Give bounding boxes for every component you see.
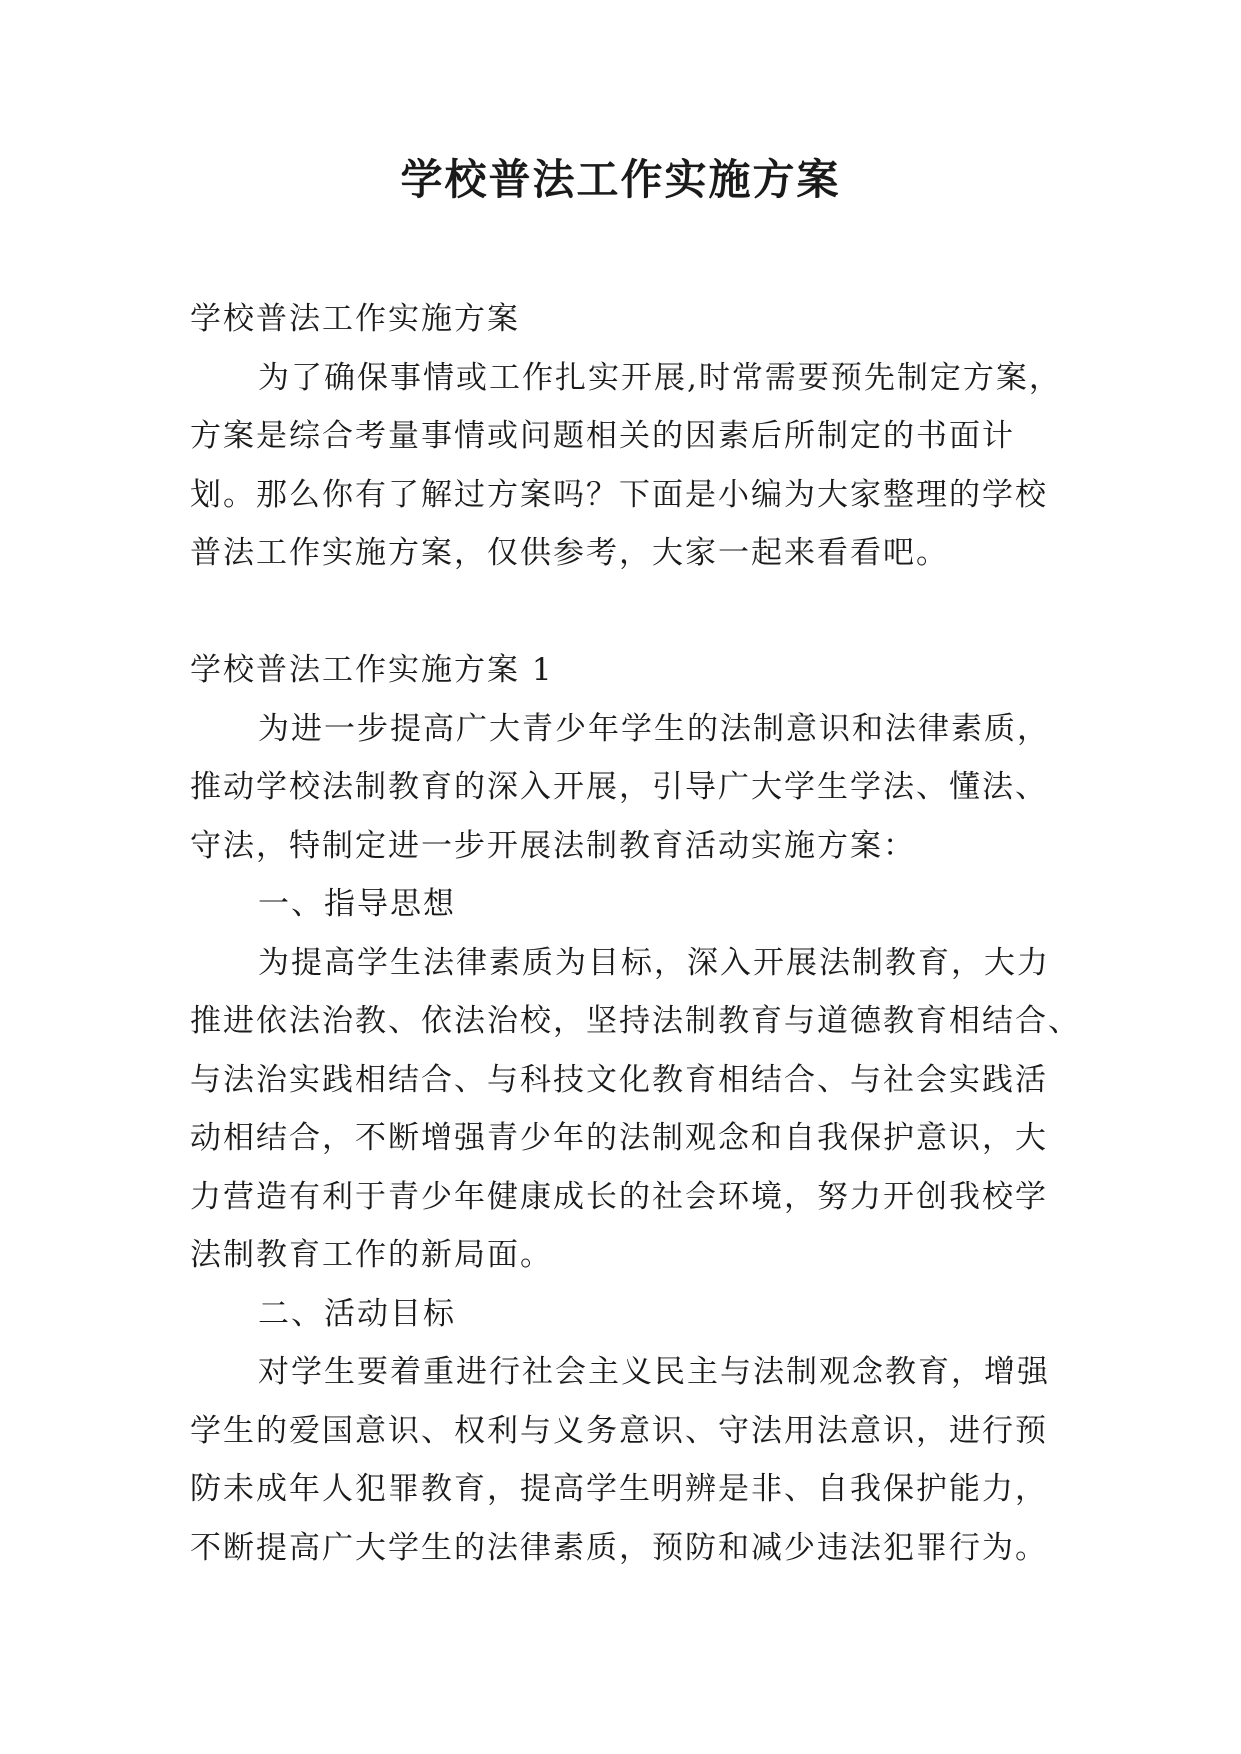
section1-line: 推动学校法制教育的深入开展，引导广大学生学法、懂法、 [190,769,1048,805]
section1-line: 守法，特制定进一步开展法制教育活动实施方案： [190,827,916,864]
goal-line: 学生的爱国意识、权利与义务意识、守法用法意识，进行预 [190,1412,1048,1449]
goal-line: 防未成年人犯罪教育，提高学生明辨是非、自我保护能力， [190,1471,1048,1507]
goal-heading: 二、活动目标 [258,1295,456,1332]
guiding-line: 与法治实践相结合、与科技文化教育相结合、与社会实践活 [190,1061,1048,1098]
guiding-line: 法制教育工作的新局面。 [190,1237,553,1273]
paragraph-gap [190,583,1060,642]
document-title: 学校普法工作实施方案 [400,155,841,204]
section1-heading: 学校普法工作实施方案 1 [190,652,554,688]
intro-heading: 学校普法工作实施方案 [190,301,520,337]
intro-line: 为了确保事情或工作扎实开展,时常需要预先制定方案， [258,359,1062,396]
goal-line: 不断提高广大学生的法律素质，预防和减少违法犯罪行为。 [190,1529,1048,1566]
document-body [190,290,1081,1577]
guiding-heading: 一、指导思想 [258,886,456,922]
guiding-line: 推进依法治教、依法治校，坚持法制教育与道德教育相结合、 [190,1003,1081,1039]
goal-line: 对学生要着重进行社会主义民主与法制观念教育，增强 [258,1354,1050,1390]
intro-line: 划。那么你有了解过方案吗？下面是小编为大家整理的学校 [190,476,1048,513]
guiding-line: 力营造有利于青少年健康成长的社会环境，努力开创我校学 [190,1178,1048,1215]
intro-line: 普法工作实施方案，仅供参考，大家一起来看看吧。 [190,535,949,571]
guiding-line: 为提高学生法律素质为目标，深入开展法制教育，大力 [258,944,1050,981]
guiding-line: 动相结合，不断增强青少年的法制观念和自我保护意识，大 [190,1120,1048,1156]
section1-line: 为进一步提高广大青少年学生的法制意识和法律素质， [258,710,1050,747]
intro-line: 方案是综合考量事情或问题相关的因素后所制定的书面计 [190,418,1015,454]
